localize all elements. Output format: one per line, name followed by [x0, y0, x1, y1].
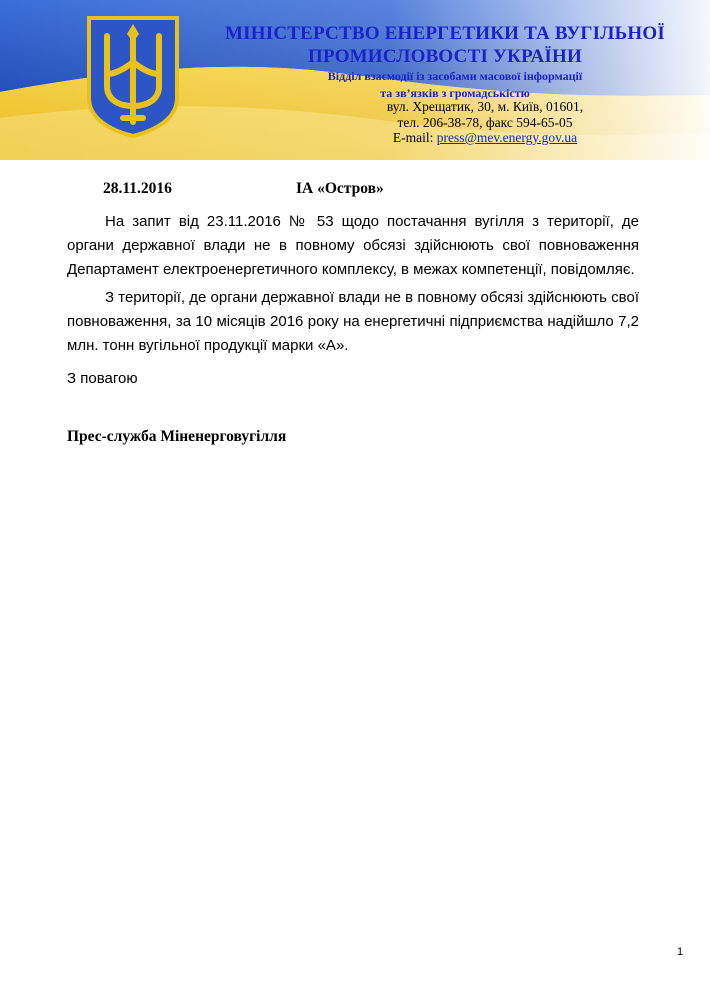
email-line — [330, 130, 640, 146]
contact-block — [330, 99, 640, 146]
closing-phrase: З повагою — [67, 370, 138, 387]
address-line: вул. Хрещатик, 30, м. Київ, 01601, — [386, 99, 584, 114]
ministry-name — [200, 22, 690, 68]
signature: Прес-служба Міненерговугілля — [67, 428, 287, 445]
email-label: E-mail: — [392, 130, 437, 145]
page-number: 1 — [677, 946, 684, 958]
department-name — [290, 68, 620, 102]
email-link[interactable]: press@mev.energy.gov.ua — [436, 130, 578, 145]
letter-recipient: ІА «Остров» — [296, 180, 384, 197]
body-paragraph-2: З території, де органи державної влади не в повному обсязі здійснюють свої повноваження, за 10 місяців 2016 року на енергетичні підприємства надійшло 7,2 млн. тонн вугільної продукції марки «А». — [67, 289, 639, 354]
tryzub-coat-of-arms-icon — [85, 14, 181, 140]
letter-date: 28.11.2016 — [103, 180, 172, 197]
letterhead — [0, 0, 710, 160]
ministry-name-line1: МІНІСТЕРСТВО ЕНЕРГЕТИКИ ТА ВУГІЛЬНОЇ — [225, 23, 665, 44]
body-paragraph-1: На запит від 23.11.2016 № 53 щодо постачання вугілля з території, де органи державної влади не в повному обсязі здійснюють свої повноваження Департамент електроенергетичного комплексу, в межах компетенції, повідомляє. — [67, 213, 639, 278]
department-line1: Відділ взаємодії із засобами масової інформації — [327, 69, 583, 83]
phone-line: тел. 206-38-78, факс 594-65-05 — [397, 114, 573, 130]
ministry-name-line2: ПРОМИСЛОВОСТІ УКРАЇНИ — [308, 46, 582, 67]
date-recipient-line — [103, 180, 384, 198]
department-line2: та зв’язків з громадськістю — [380, 86, 530, 100]
